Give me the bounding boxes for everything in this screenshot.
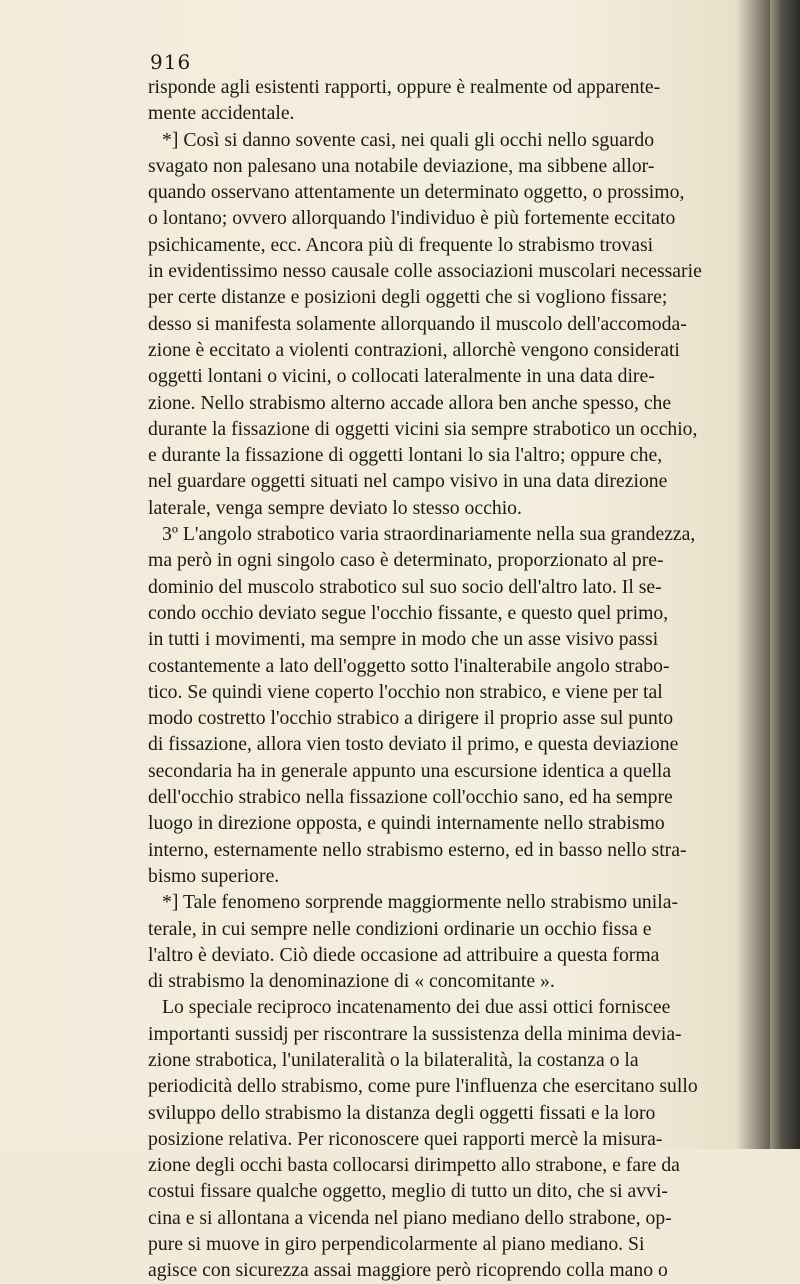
text-line: pure si muove in giro perpendicolarmente al piano mediano. Si [148, 1233, 645, 1256]
text-line: e durante la fissazione di oggetti lontani lo sia l'altro; oppure che, [148, 444, 663, 467]
text-line: modo costretto l'occhio strabico a dirigere il proprio asse sul punto [148, 707, 674, 730]
text-line: posizione relativa. Per riconoscere quei rapporti mercè la misura- [148, 1127, 663, 1150]
text-line: zione è eccitato a violenti contrazioni, allorchè vengono considerati [148, 338, 680, 361]
text-line: luogo in direzione opposta, e quindi internamente nello strabismo [148, 812, 665, 835]
text-line: importanti sussidj per riscontrare la sussistenza della minima devia- [148, 1022, 682, 1045]
text-line: durante la fissazione di oggetti vicini sia sempre strabotico un occhio, [148, 417, 698, 440]
text-line: ma però in ogni singolo caso è determinato, proporzionato al pre- [148, 549, 664, 572]
text-line: l'altro è deviato. Ciò diede occasione ad attribuire a questa forma [148, 943, 660, 966]
text-line: psichicamente, ecc. Ancora più di frequente lo strabismo trovasi [148, 233, 654, 256]
text-line: oggetti lontani o vicini, o collocati lateralmente in una data dire- [148, 365, 655, 388]
text-line: di strabismo la denominazione di « concomitante ». [148, 970, 555, 993]
text-line: risponde agli esistenti rapporti, oppure è realmente od apparente- [148, 76, 661, 98]
text-line: terale, in cui sempre nelle condizioni ordinarie un occhio fissa e [148, 917, 652, 940]
text-line: zione. Nello strabismo alterno accade allora ben anche spesso, che [148, 391, 672, 414]
text-line: laterale, venga sempre deviato lo stesso occhio. [148, 496, 522, 519]
text-line: costantemente a lato dell'oggetto sotto l'inalterabile angolo strabo- [148, 654, 670, 677]
text-line: 3º L'angolo strabotico varia straordinariamente nella sua grandezza, [162, 523, 696, 546]
text-line: in evidentissimo nesso causale colle associazioni muscolari necessarie [148, 260, 702, 283]
text-line: o lontano; ovvero allorquando l'individuo è più fortemente eccitato [148, 207, 676, 230]
text-line: nel guardare oggetti situati nel campo visivo in una data direzione [148, 470, 668, 493]
text-line: cina e si allontana a vicenda nel piano mediano dello strabone, op- [148, 1206, 672, 1229]
text-line: *] Tale fenomeno sorprende maggiormente nello strabismo unila- [162, 891, 678, 914]
text-line: per certe distanze e posizioni degli oggetti che si vogliono fissare; [148, 286, 668, 309]
text-line: desso si manifesta solamente allorquando il muscolo dell'accomoda- [148, 312, 687, 335]
text-line: svagato non palesano una notabile deviazione, ma sibbene allor- [148, 154, 655, 177]
text-line: tico. Se quindi viene coperto l'occhio non strabico, e viene per tal [148, 680, 663, 703]
text-line: costui fissare qualche oggetto, meglio di tutto un dito, che si avvi- [148, 1180, 668, 1203]
body-text [148, 74, 788, 1284]
text-line: *] Così si danno sovente casi, nei quali gli occhi nello sguardo [162, 128, 655, 151]
text-line: quando osservano attentamente un determinato oggetto, o prossimo, [148, 181, 685, 204]
text-line: mente accidentale. [148, 102, 295, 125]
text-line: bismo superiore. [148, 864, 280, 887]
text-line: dell'occhio strabico nella fissazione coll'occhio sano, ed ha sempre [148, 786, 673, 809]
text-line: Lo speciale reciproco incatenamento dei due assi ottici forniscee [162, 996, 671, 1019]
text-line: sviluppo dello strabismo la distanza degli oggetti fissati e la loro [148, 1101, 656, 1124]
text-line: zione strabotica, l'unilateralità o la bilateralità, la costanza o la [148, 1048, 639, 1071]
text-line: interno, esternamente nello strabismo esterno, ed in basso nello stra- [148, 838, 687, 861]
text-line: dominio del muscolo strabotico sul suo socio dell'altro lato. Il se- [148, 575, 662, 598]
text-line: secondaria ha in generale appunto una escursione identica a quella [148, 759, 672, 782]
text-line: in tutti i movimenti, ma sempre in modo che un asse visivo passi [148, 628, 659, 651]
text-line: condo occhio deviato segue l'occhio fissante, e questo quel primo, [148, 601, 669, 624]
text-line: di fissazione, allora vien tosto deviato il primo, e questa deviazione [148, 733, 679, 756]
text-line: agisce con sicurezza assai maggiore però ricoprendo colla mano o [148, 1259, 668, 1282]
text-line: periodicità dello strabismo, come pure l'influenza che esercitano sullo [148, 1075, 698, 1098]
page-number: 916 [150, 50, 192, 74]
text-line: zione degli occhi basta collocarsi dirimpetto allo strabone, e fare da [148, 1154, 680, 1177]
